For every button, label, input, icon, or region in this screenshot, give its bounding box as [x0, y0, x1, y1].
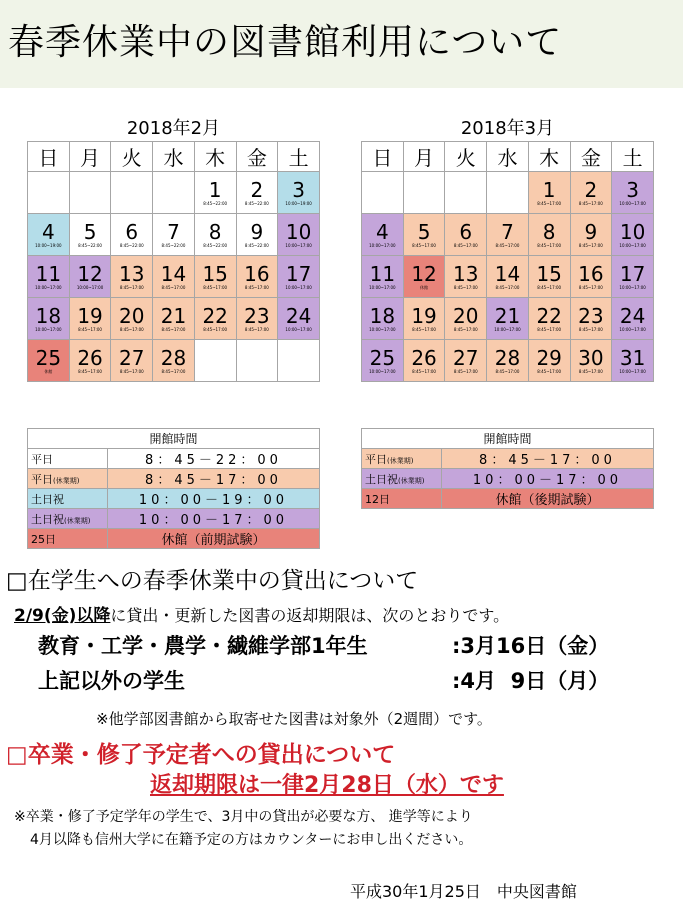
day-number: 22	[536, 304, 562, 328]
calendar-day-cell	[28, 298, 70, 340]
hours-time: 10：00－17：00	[442, 469, 654, 489]
calendar-day-cell	[487, 256, 529, 298]
calendar-month-label: 2018年2月	[126, 118, 221, 139]
weekday-label: 水	[487, 142, 529, 172]
day-number: 16	[578, 262, 604, 286]
day-hours: 10:00~17:00	[619, 243, 646, 248]
calendar-empty-cell	[69, 172, 111, 214]
day-number: 19	[77, 304, 103, 328]
day-hours: 8:45~17:00	[578, 285, 603, 290]
day-hours: 8:45~22:00	[161, 243, 186, 248]
day-hours: 8:45~17:00	[78, 327, 102, 332]
day-hours: 8:45~22:00	[203, 243, 228, 248]
hours-header: 開館時間	[362, 429, 654, 449]
day-number: 8	[208, 220, 222, 244]
day-number: 4	[41, 220, 55, 244]
calendar-week-row	[362, 214, 654, 256]
day-number: 1	[208, 178, 222, 202]
calendar-day-cell	[528, 256, 570, 298]
day-number: 25	[35, 346, 62, 370]
weekday-header-row	[28, 142, 320, 172]
day-number: 20	[119, 304, 145, 328]
calendar-day-cell	[236, 214, 278, 256]
calendar-empty-cell	[403, 172, 445, 214]
hours-time: 10：00－17：00	[108, 509, 320, 529]
grad-heading: □卒業・修了予定者への貸出について	[6, 742, 396, 768]
day-hours: 8:45~17:00	[119, 285, 144, 290]
day-number: 11	[369, 262, 396, 286]
weekday-label: 金	[570, 142, 612, 172]
calendar-day-cell	[528, 340, 570, 382]
calendar-day-cell	[111, 298, 153, 340]
day-number: 14	[160, 262, 187, 286]
day-number: 12	[411, 262, 437, 286]
calendar-month-label: 2018年3月	[460, 118, 555, 139]
calendar-week-row	[28, 172, 320, 214]
hours-category-label: 平日	[31, 472, 53, 486]
day-hours: 8:45~17:00	[453, 285, 478, 290]
day-hours: 10:00~17:00	[285, 243, 312, 248]
page-title: 春季休業中の図書館利用について	[8, 22, 563, 63]
calendar-empty-cell	[362, 172, 404, 214]
day-hours: 10:00~17:00	[369, 369, 396, 374]
calendar-week-row	[362, 172, 654, 214]
calendar-day-cell	[153, 298, 195, 340]
calendar-empty-cell	[445, 172, 487, 214]
day-hours: 8:45~17:00	[119, 327, 144, 332]
day-number: 7	[501, 220, 514, 244]
calendar-day-cell	[445, 256, 487, 298]
calendar-empty-cell	[194, 340, 236, 382]
calendar-day-cell	[153, 214, 195, 256]
day-hours: 10:00~17:00	[619, 327, 646, 332]
calendar-day-cell	[487, 340, 529, 382]
day-number: 7	[167, 220, 180, 244]
calendar-empty-cell	[153, 172, 195, 214]
weekday-label: 土	[612, 142, 654, 172]
calendar-week-row	[28, 214, 320, 256]
calendar-day-cell	[362, 214, 404, 256]
day-number: 21	[160, 304, 187, 328]
loan-row2-label: 上記以外の学生	[38, 669, 185, 693]
day-hours: 8:45~17:00	[244, 327, 269, 332]
calendar-empty-cell	[278, 340, 320, 382]
calendar-day-cell	[528, 172, 570, 214]
calendar-day-cell	[362, 340, 404, 382]
calendar-week-row	[28, 256, 320, 298]
weekday-label: 水	[153, 142, 195, 172]
calendar-day-cell	[236, 256, 278, 298]
day-number: 23	[244, 304, 270, 328]
day-hours: 8:45~17:00	[537, 243, 562, 248]
day-number: 5	[83, 220, 97, 244]
day-number: 12	[77, 262, 103, 286]
hours-category-label: 25日	[31, 532, 56, 546]
day-number: 24	[619, 304, 646, 328]
hours-category	[362, 489, 442, 509]
day-hours: 8:45~17:00	[161, 369, 186, 374]
hours-category-note: (休業期)	[53, 476, 80, 485]
day-hours: 休館	[44, 369, 53, 374]
calendar-empty-cell	[28, 172, 70, 214]
day-hours: 8:45~17:00	[78, 369, 102, 374]
hours-category-label: 土日祝	[365, 472, 398, 486]
day-number: 16	[244, 262, 270, 286]
day-hours: 10:00~17:00	[369, 243, 396, 248]
loan-heading: □在学生への春季休業中の貸出について	[6, 568, 419, 594]
day-hours: 10:00~17:00	[369, 285, 396, 290]
day-number: 28	[494, 346, 521, 370]
calendar-day-cell	[194, 298, 236, 340]
hours-time: 休館（後期試験）	[442, 489, 654, 509]
calendar-day-cell	[487, 214, 529, 256]
calendar-day-cell	[445, 214, 487, 256]
loan-row1-value: :3月16日（金）	[452, 634, 610, 658]
day-number: 24	[285, 304, 312, 328]
day-hours: 休館	[420, 285, 429, 290]
calendar-week-row	[28, 298, 320, 340]
hours-category	[28, 529, 108, 549]
day-hours: 10:00~17:00	[285, 285, 312, 290]
day-hours: 8:45~17:00	[495, 285, 520, 290]
calendar-week-row	[362, 256, 654, 298]
day-hours: 8:45~17:00	[453, 369, 478, 374]
calendar-day-cell	[69, 214, 111, 256]
day-hours: 10:00~17:00	[285, 327, 312, 332]
day-number: 30	[578, 346, 604, 370]
calendar-day-cell	[528, 298, 570, 340]
day-hours: 8:45~17:00	[203, 285, 228, 290]
day-hours: 8:45~17:00	[453, 243, 478, 248]
day-number: 10	[285, 220, 312, 244]
hours-time: 10：00－19：00	[108, 489, 320, 509]
day-number: 17	[619, 262, 646, 286]
hours-category-label: 平日	[365, 452, 387, 466]
calendar-day-cell	[153, 340, 195, 382]
hours-row	[28, 489, 320, 509]
day-number: 17	[285, 262, 312, 286]
calendar-day-cell	[403, 256, 445, 298]
calendar-day-cell	[236, 172, 278, 214]
loan-row1-label: 教育・工学・農学・繊維学部1年生	[38, 634, 368, 658]
hours-row	[28, 449, 320, 469]
day-hours: 10:00~17:00	[619, 285, 646, 290]
calendar-march	[361, 113, 654, 382]
calendar-day-cell	[445, 298, 487, 340]
calendar-day-cell	[153, 256, 195, 298]
day-number: 9	[250, 220, 264, 244]
calendar-day-cell	[612, 340, 654, 382]
calendar-day-cell	[69, 298, 111, 340]
day-hours: 8:45~17:00	[412, 327, 436, 332]
day-hours: 8:45~17:00	[453, 327, 478, 332]
loan-note: ※他学部図書館から取寄せた図書は対象外（2週間）です。	[96, 710, 492, 728]
calendar-february	[27, 113, 320, 382]
weekday-label: 土	[278, 142, 320, 172]
calendar-day-cell	[278, 214, 320, 256]
grad-note-line1: ※卒業・修了予定学年の学生で、3月中の貸出が必要な方、 進学等により	[14, 809, 473, 825]
day-hours: 10:00~17:00	[76, 285, 104, 290]
calendar-day-cell	[487, 298, 529, 340]
day-hours: 10:00~17:00	[619, 201, 646, 206]
hours-category-note: (休業期)	[387, 456, 414, 465]
day-hours: 10:00~17:00	[619, 369, 646, 374]
day-hours: 8:45~17:00	[537, 327, 562, 332]
calendar-day-cell	[570, 298, 612, 340]
hours-category-label: 土日祝	[31, 512, 64, 526]
calendar-day-cell	[570, 172, 612, 214]
day-number: 2	[584, 178, 598, 202]
calendar-day-cell	[570, 340, 612, 382]
hours-category	[362, 469, 442, 489]
loan-date: 2/9(金)以降	[14, 606, 111, 626]
day-hours: 8:45~17:00	[578, 201, 603, 206]
day-hours: 8:45~17:00	[537, 201, 562, 206]
day-number: 29	[536, 346, 562, 370]
day-hours: 10:00~19:00	[285, 201, 312, 206]
calendar-day-cell	[194, 172, 236, 214]
footer-issuer: 平成30年1月25日 中央図書館	[350, 882, 577, 901]
weekday-header-row	[362, 142, 654, 172]
hours-category	[28, 449, 108, 469]
day-number: 21	[494, 304, 521, 328]
day-number: 9	[584, 220, 598, 244]
loan-intro	[14, 601, 509, 626]
day-number: 18	[35, 304, 62, 328]
day-number: 14	[494, 262, 521, 286]
day-number: 15	[536, 262, 562, 286]
day-hours: 10:00~17:00	[369, 327, 396, 332]
calendar-day-cell	[612, 256, 654, 298]
calendar-day-cell	[111, 340, 153, 382]
day-number: 6	[459, 220, 473, 244]
weekday-label: 月	[403, 142, 445, 172]
hours-header: 開館時間	[28, 429, 320, 449]
day-number: 10	[619, 220, 646, 244]
calendar-empty-cell	[487, 172, 529, 214]
loan-intro-text: に貸出・更新した図書の返却期限は、次のとおりです。	[110, 606, 510, 625]
hours-time: 8：45－17：00	[442, 449, 654, 469]
calendar-day-cell	[194, 214, 236, 256]
day-number: 28	[160, 346, 187, 370]
hours-category	[28, 489, 108, 509]
day-number: 15	[202, 262, 228, 286]
day-number: 25	[369, 346, 396, 370]
day-hours: 8:45~17:00	[412, 369, 436, 374]
calendar-day-cell	[612, 172, 654, 214]
day-number: 2	[250, 178, 264, 202]
day-hours: 8:45~17:00	[537, 369, 562, 374]
day-number: 22	[202, 304, 228, 328]
day-number: 23	[578, 304, 604, 328]
opening-hours-february	[27, 428, 320, 549]
hours-category-note: (休業期)	[398, 476, 425, 485]
day-number: 13	[453, 262, 479, 286]
calendar-day-cell	[111, 214, 153, 256]
hours-row	[362, 489, 654, 509]
day-hours: 8:45~22:00	[203, 201, 228, 206]
day-number: 18	[369, 304, 396, 328]
loan-row2-value: :4月 9日（月）	[452, 669, 610, 693]
day-hours: 8:45~17:00	[537, 285, 562, 290]
calendar-day-cell	[278, 172, 320, 214]
hours-category-label: 土日祝	[31, 492, 64, 506]
calendar-day-cell	[28, 256, 70, 298]
weekday-label: 月	[69, 142, 111, 172]
weekday-label: 火	[445, 142, 487, 172]
calendar-day-cell	[111, 256, 153, 298]
day-number: 5	[417, 220, 431, 244]
hours-row	[28, 469, 320, 489]
weekday-label: 火	[111, 142, 153, 172]
day-hours: 8:45~17:00	[578, 327, 603, 332]
calendar-day-cell	[69, 340, 111, 382]
calendar-week-row	[362, 340, 654, 382]
weekday-label: 木	[528, 142, 570, 172]
calendar-day-cell	[362, 256, 404, 298]
day-hours: 8:45~17:00	[578, 243, 603, 248]
calendar-day-cell	[278, 256, 320, 298]
day-hours: 8:45~17:00	[412, 243, 436, 248]
day-hours: 8:45~22:00	[119, 243, 144, 248]
calendar-day-cell	[194, 256, 236, 298]
hours-category-label: 平日	[31, 452, 53, 466]
calendar-day-cell	[28, 214, 70, 256]
day-number: 19	[411, 304, 437, 328]
calendar-empty-cell	[111, 172, 153, 214]
day-number: 6	[125, 220, 139, 244]
day-number: 27	[119, 346, 145, 370]
hours-category	[362, 449, 442, 469]
hours-category-note: (休業期)	[64, 516, 91, 525]
day-hours: 8:45~17:00	[119, 369, 144, 374]
hours-category	[28, 509, 108, 529]
day-number: 26	[411, 346, 437, 370]
hours-time: 8：45－22：00	[108, 449, 320, 469]
day-number: 1	[542, 178, 556, 202]
day-hours: 8:45~17:00	[578, 369, 603, 374]
day-hours: 8:45~22:00	[78, 243, 102, 248]
grad-deadline: 返却期限は一律2月28日（水）です	[150, 773, 504, 798]
day-number: 13	[119, 262, 145, 286]
calendar-day-cell	[612, 298, 654, 340]
grad-note-line2: 4月以降も信州大学に在籍予定の方はカウンターにお申し出ください。	[30, 832, 473, 848]
calendar-week-row	[362, 298, 654, 340]
day-hours: 8:45~17:00	[203, 327, 228, 332]
hours-row	[362, 449, 654, 469]
day-number: 8	[542, 220, 556, 244]
hours-row	[28, 529, 320, 549]
day-number: 3	[626, 178, 639, 202]
calendar-day-cell	[278, 298, 320, 340]
calendar-day-cell	[570, 214, 612, 256]
calendar-week-row	[28, 340, 320, 382]
calendar-day-cell	[570, 256, 612, 298]
day-hours: 10:00~19:00	[35, 243, 62, 248]
calendar-day-cell	[403, 340, 445, 382]
day-hours: 10:00~17:00	[35, 285, 62, 290]
weekday-label: 日	[28, 142, 70, 172]
day-hours: 8:45~22:00	[244, 243, 269, 248]
hours-time: 休館（前期試験）	[108, 529, 320, 549]
opening-hours-march	[361, 428, 654, 509]
hours-category-label: 12日	[365, 492, 390, 506]
hours-category	[28, 469, 108, 489]
day-hours: 8:45~17:00	[495, 243, 520, 248]
day-number: 11	[35, 262, 62, 286]
day-number: 31	[619, 346, 646, 370]
day-number: 3	[292, 178, 305, 202]
calendar-day-cell	[362, 298, 404, 340]
day-number: 26	[77, 346, 103, 370]
day-number: 27	[453, 346, 479, 370]
weekday-label: 木	[194, 142, 236, 172]
day-number: 20	[453, 304, 479, 328]
hours-row	[362, 469, 654, 489]
day-hours: 8:45~17:00	[495, 369, 520, 374]
day-hours: 8:45~17:00	[161, 327, 186, 332]
weekday-label: 金	[236, 142, 278, 172]
calendar-day-cell	[528, 214, 570, 256]
weekday-label: 日	[362, 142, 404, 172]
day-hours: 10:00~17:00	[494, 327, 521, 332]
calendar-day-cell	[612, 214, 654, 256]
day-hours: 8:45~22:00	[244, 201, 269, 206]
calendar-day-cell	[69, 256, 111, 298]
calendar-day-cell	[28, 340, 70, 382]
calendar-day-cell	[236, 298, 278, 340]
day-hours: 8:45~17:00	[244, 285, 269, 290]
calendar-day-cell	[445, 340, 487, 382]
hours-time: 8：45－17：00	[108, 469, 320, 489]
calendar-day-cell	[403, 298, 445, 340]
hours-row	[28, 509, 320, 529]
calendar-day-cell	[403, 214, 445, 256]
day-hours: 10:00~17:00	[35, 327, 62, 332]
day-hours: 8:45~17:00	[161, 285, 186, 290]
day-number: 4	[375, 220, 389, 244]
calendar-empty-cell	[236, 340, 278, 382]
